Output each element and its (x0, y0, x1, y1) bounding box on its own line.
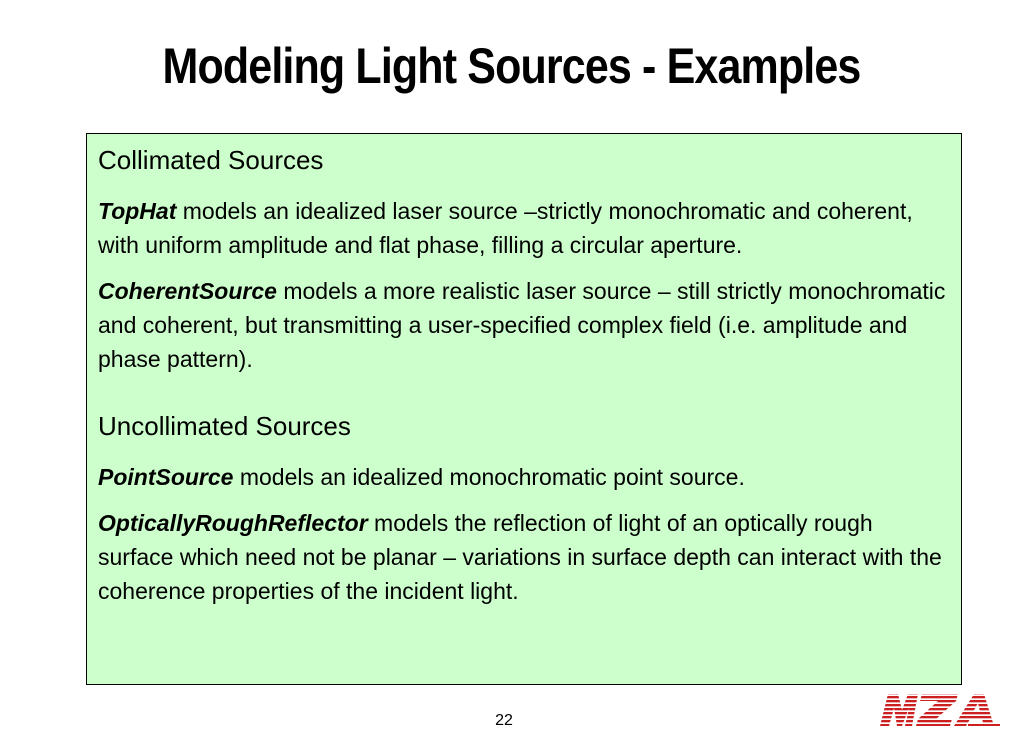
uncollimated-sources-heading: Uncollimated Sources (98, 411, 351, 441)
content-box (86, 133, 962, 685)
tophat-paragraph (98, 194, 949, 262)
rough-reflector-term: OpticallyRoughReflector (98, 510, 368, 536)
collimated-sources-heading: Collimated Sources (98, 145, 324, 175)
point-source-paragraph (98, 460, 949, 494)
rough-reflector-description: models the reflection of light of an optically rough surface which need not be planar – variations in surface depth can interact with the coherence properties of the incident light. (98, 510, 942, 604)
slide-title: Modeling Light Sources - Examples (162, 38, 861, 94)
coherent-source-description: models a more realistic laser source – still strictly monochromatic and coherent, but transmitting a user-specified complex field (i.e. amplitude and phase pattern). (98, 278, 946, 372)
coherent-source-term: CoherentSource (98, 278, 277, 304)
tophat-term: TopHat (98, 198, 177, 224)
coherent-source-paragraph (98, 274, 949, 376)
mza-logo (878, 692, 1002, 728)
page-number: 22 (495, 712, 513, 729)
tophat-description: models an idealized laser source –strictly monochromatic and coherent, with uniform amplitude and flat phase, filling a circular aperture. (98, 198, 913, 258)
point-source-term: PointSource (98, 464, 234, 490)
point-source-description: models an idealized monochromatic point source. (233, 464, 745, 490)
rough-reflector-paragraph (98, 506, 949, 608)
